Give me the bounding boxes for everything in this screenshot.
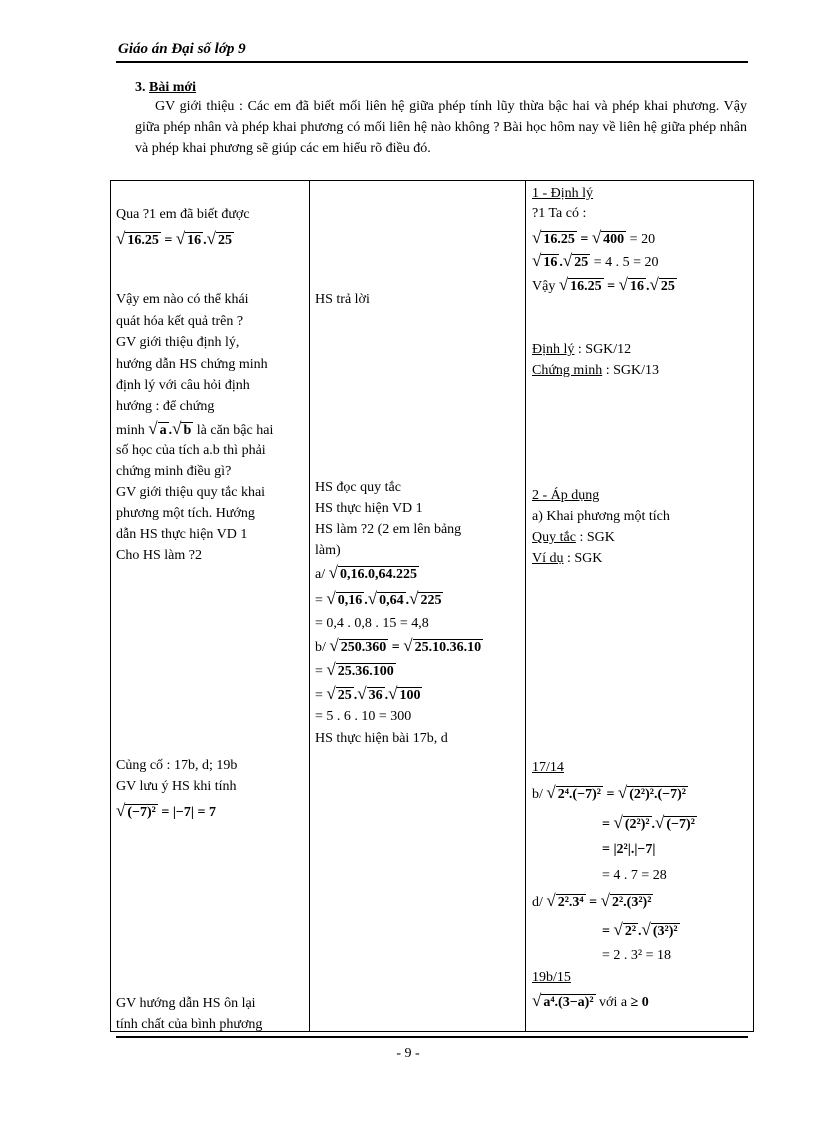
col1-line-10: số học của tích a.b thì phải	[116, 443, 266, 458]
col2-b-line-2: = √ 25.36.100	[315, 660, 394, 679]
col3-heading-2: 2 - Áp dụng	[532, 488, 600, 503]
col2-b-line-3: = √ 25 .√ 36 .√ 100	[315, 684, 421, 703]
section-heading	[135, 80, 196, 96]
col1-line-20: tính chất của bình phương	[116, 1017, 263, 1032]
col1-line-12: GV giới thiệu quy tắc khai	[116, 485, 266, 500]
table-column-divider-1	[309, 180, 310, 1032]
document-header-title: Giáo án Đại số lớp 9	[118, 41, 246, 57]
col3-proof: Chứng minh : SGK/13	[532, 363, 660, 378]
col1-line-6: hướng dẫn HS chứng minh	[116, 357, 268, 372]
col3-b-line-2: = √ (2²)² .√ (−7)²	[602, 813, 695, 832]
section-title: Bài mới	[149, 80, 197, 95]
col3-b-line-3: = |2²|.|−7|	[602, 842, 656, 857]
footer-rule	[116, 1036, 748, 1038]
col1-line-17: GV lưu ý HS khi tính	[116, 779, 237, 794]
col1-line-7: định lý với câu hỏi định	[116, 378, 250, 393]
col3-e-line-1: √ a⁴.(3−a)² với a ≥ 0	[532, 991, 649, 1010]
col3-exercise-2: 19b/15	[532, 970, 571, 985]
col2-line-2: HS đọc quy tắc	[315, 480, 401, 495]
page-number: - 9 -	[396, 1046, 420, 1061]
col1-line-9: minh √ a .√ b là căn bậc hai	[116, 419, 274, 438]
col2-a-line-1: a/ √ 0,16.0,64.225	[315, 563, 417, 582]
col1-line-15: Cho HS làm ?2	[116, 548, 202, 563]
col1-line-4: quát hóa kết quả trên ?	[116, 314, 244, 329]
col2-a-line-3: = 0,4 . 0,8 . 15 = 4,8	[315, 616, 429, 631]
col1-line-11: chứng minh điều gì?	[116, 464, 232, 479]
col3-heading-1: 1 - Định lý	[532, 186, 594, 201]
col2-a-line-2: = √ 0,16 .√ 0,64 .√ 225	[315, 589, 442, 608]
col1-line-19: GV hướng dẫn HS ôn lại	[116, 996, 256, 1011]
col3-example: Ví dụ : SGK	[532, 551, 603, 566]
col3-a-title: a) Khai phương một tích	[532, 509, 670, 524]
col1-line-3: Vậy em nào có thể khái	[116, 292, 249, 307]
col3-rule: Quy tắc : SGK	[532, 530, 615, 545]
col1-formula-1: √ 16.25 = √ 16 .√ 25	[116, 229, 233, 248]
col3-formula-1: √ 16.25 = √ 400 = 20	[532, 228, 656, 247]
col3-b-line-1: b/ √ 2⁴.(−7)² = √ (2²)².(−7)²	[532, 783, 686, 802]
col1-line-14: dẫn HS thực hiện VD 1	[116, 527, 248, 542]
col3-formula-3: Vậy √ 16.25 = √ 16 .√ 25	[532, 275, 675, 294]
col3-d-line-3: = 2 . 3² = 18	[602, 948, 671, 963]
col3-d-line-1: d/ √ 2².3⁴ = √ 2².(3²)²	[532, 891, 652, 910]
col2-b-line-4: = 5 . 6 . 10 = 300	[315, 709, 412, 724]
col1-line-13: phương một tích. Hướng	[116, 506, 255, 521]
col2-line-4: HS làm ?2 (2 em lên bảng	[315, 522, 462, 537]
col2-b-line-1: b/ √ 250.360 = √ 25.10.36.10	[315, 636, 482, 655]
col1-line-1: Qua ?1 em đã biết được	[116, 207, 250, 222]
section-number: 3.	[135, 80, 146, 95]
col1-line-8: hướng : để chứng	[116, 399, 215, 414]
col3-exercise-1: 17/14	[532, 760, 564, 775]
col1-line-16: Củng cố : 17b, d; 19b	[116, 758, 238, 773]
header-rule	[116, 61, 748, 63]
col2-line-6: HS thực hiện bài 17b, d	[315, 731, 448, 746]
col3-theorem: Định lý : SGK/12	[532, 342, 632, 357]
col1-line-5: GV giới thiệu định lý,	[116, 335, 240, 350]
intro-paragraph: GV giới thiệu : Các em đã biết mối liên hệ giữa phép tính lũy thừa bậc hai và phép khai phương. Vậy giữa phép nhân và phép khai phương có mối liên hệ nào không ? Bài học hôm nay về liên hệ giữa phép nhân và phép khai phương sẽ giúp các em hiểu rõ điều đó.	[135, 99, 747, 156]
col1-formula-2: √ (−7)² = |−7| = 7	[116, 801, 216, 820]
col3-formula-2: √ 16 .√ 25 = 4 . 5 = 20	[532, 251, 659, 270]
col3-q1: ?1 Ta có :	[532, 206, 587, 221]
table-column-divider-2	[525, 180, 526, 1032]
col3-b-line-4: = 4 . 7 = 28	[602, 868, 667, 883]
col2-line-5: làm)	[315, 543, 341, 558]
col2-line-3: HS thực hiện VD 1	[315, 501, 423, 516]
col2-line-1: HS trả lời	[315, 292, 370, 307]
col3-d-line-2: = √ 2² .√ (3²)²	[602, 920, 678, 939]
